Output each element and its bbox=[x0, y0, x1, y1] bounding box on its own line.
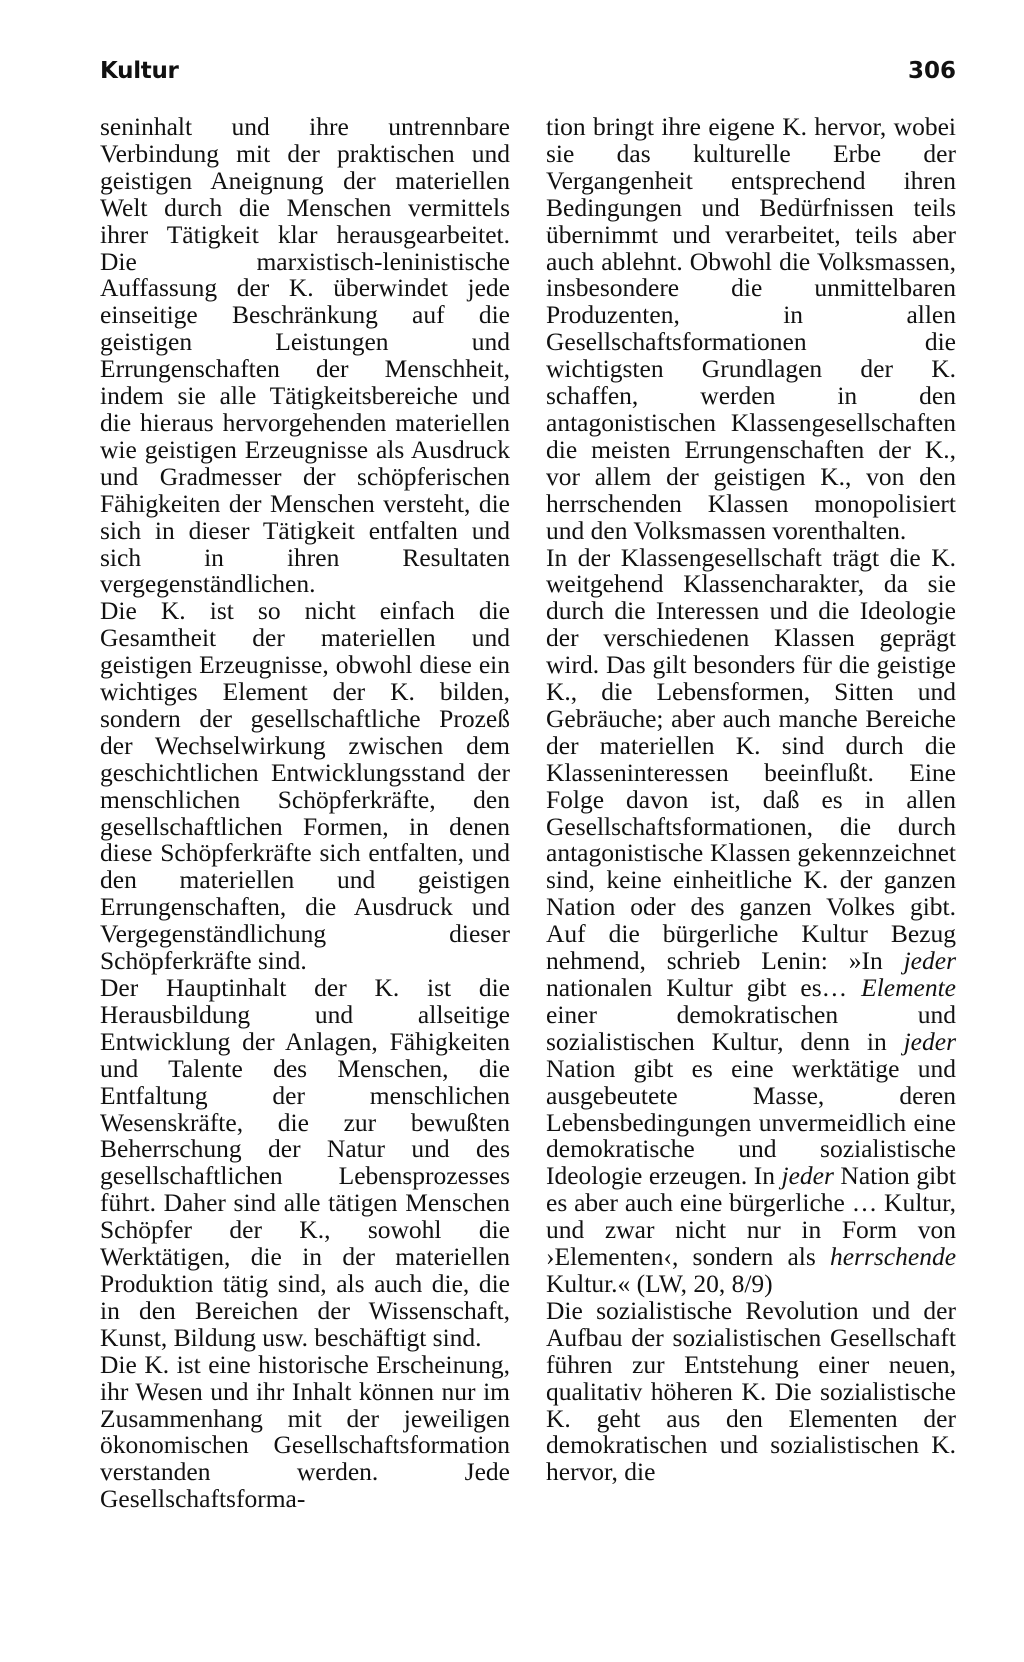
text-run: einer demokratischen und sozialistischen Kultur, denn in bbox=[546, 999, 956, 1056]
page-number: 306 bbox=[907, 58, 956, 84]
paragraph-lenin-quote bbox=[546, 542, 957, 1298]
text-run: In der Klassengesellschaft trägt die K. weitgehend Klassencharakter, da sie durch die Interessen und die Ideologie der verschiedenen Klassen geprägt wird. Das gilt besonders für die geistige K., die Lebensformen, Sitten und Gebräuche; aber auch manche Bereiche der materiellen K. sind durch die Klasseninteressen beeinflußt. Eine Folge davon ist, daß es in allen Gesellschaftsformationen, die durch antagonistische Klassen gekennzeichnet sind, keine einheitliche K. der ganzen Nation oder des ganzen Volkes gibt. Auf die bürgerliche Kultur Bezug nehmend, schrieb Lenin: »In bbox=[546, 542, 956, 976]
text-run: nationalen Kultur gibt es… bbox=[546, 973, 848, 1002]
left-column bbox=[100, 114, 510, 1513]
emphasis: jeder bbox=[781, 1161, 834, 1191]
emphasis: jeder bbox=[903, 946, 956, 976]
paragraph: tion bringt ihre eigene K. hervor, wobei sie das kulturelle Erbe der Vergangenheit entsprechend ihren Bedingungen und Bedürfnissen teils übernimmt und verarbeitet, teils aber auch ablehnt. Obwohl die Volksmassen, insbesondere die unmittelbaren Produzenten, in allen Gesellschaftsformationen die wichtigsten Grundlagen der K. schaffen, werden in den antagonistischen Klassengesellschaften die meisten Errungenschaften der K., vor allem der geistigen K., von den herrschenden Klassen monopolisiert und den Volksmassen vorenthalten. bbox=[546, 112, 956, 545]
text-run: Kultur.« (LW, 20, 8/9) bbox=[546, 1268, 773, 1298]
emphasis: jeder bbox=[903, 1026, 956, 1056]
emphasis: Elemente bbox=[861, 973, 956, 1002]
text-run: Nation gibt es eine werktätige und ausgebeutete Masse, deren Lebensbedingungen unvermeidlich eine demokratische und sozialistische Ideologie erzeugen. In bbox=[546, 1053, 956, 1191]
text-run: Nation gibt es aber auch eine bürgerliche … Kultur, und zwar nicht nur in Form von ›Elementen‹, sondern als bbox=[546, 1161, 956, 1272]
paragraph: Der Hauptinhalt der K. ist die Herausbildung und allseitige Entwicklung der Anlagen, Fähigkeiten und Talente des Menschen, die Entfaltung der menschlichen Wesenskräfte, die zur bewußten Beherrschung der Natur und des gesellschaftlichen Lebensprozesses führt. Daher sind alle tätigen Menschen Schöpfer der K., sowohl die Werktätigen, die in der materiellen Produktion tätig sind, als auch die, die in den Bereichen der Wissenschaft, Kunst, Bildung usw. beschäftigt sind. bbox=[100, 973, 510, 1352]
emphasis: herrschende bbox=[829, 1242, 957, 1272]
paragraph: Die sozialistische Revolution und der Aufbau der sozialistischen Gesellschaft führen zur Entstehung einer neuen, qualitativ höheren K. Die sozialistische K. geht aus den Elementen der demokratischen und sozialistischen K. hervor, die bbox=[546, 1295, 956, 1487]
paragraph: seninhalt und ihre untrennbare Verbindung mit der praktischen und geistigen Aneignung der materiellen Welt durch die Menschen vermittels ihrer Tätigkeit klar herausgearbeitet. Die marxistisch-leninistische Auffassung der K. überwindet jede einseitige Beschränkung auf die geistigen Leistungen und Errungenschaften der Menschheit, indem sie alle Tätigkeitsbereiche und die hieraus hervorgehenden materiellen wie geistigen Erzeugnisse als Ausdruck und Gradmesser der schöpferischen Fähigkeiten der Menschen versteht, die sich in dieser Tätigkeit entfalten und sich in ihren Resultaten vergegenständlichen. bbox=[100, 112, 510, 599]
paragraph: Die K. ist so nicht einfach die Gesamtheit der materiellen und geistigen Erzeugnisse, obwohl diese ein wichtiges Element der K. bilden, sondern der gesellschaftliche Prozeß der Wechselwirkung zwischen dem geschichtlichen Entwicklungsstand der menschlichen Schöpferkräfte, den gesellschaftlichen Formen, in denen diese Schöpferkräfte sich entfalten, und den materiellen und geistigen Errungenschaften, die Ausdruck und Vergegenständlichung dieser Schöpferkräfte sind. bbox=[100, 596, 510, 976]
right-column bbox=[546, 114, 956, 1486]
running-head: Kultur bbox=[100, 58, 179, 84]
paragraph: Die K. ist eine historische Erscheinung, ihr Wesen und ihr Inhalt können nur im Zusammenhang mit der jeweiligen ökonomischen Gesellschaftsformation verstanden werden. Jede Gesellschaftsforma- bbox=[100, 1349, 510, 1514]
